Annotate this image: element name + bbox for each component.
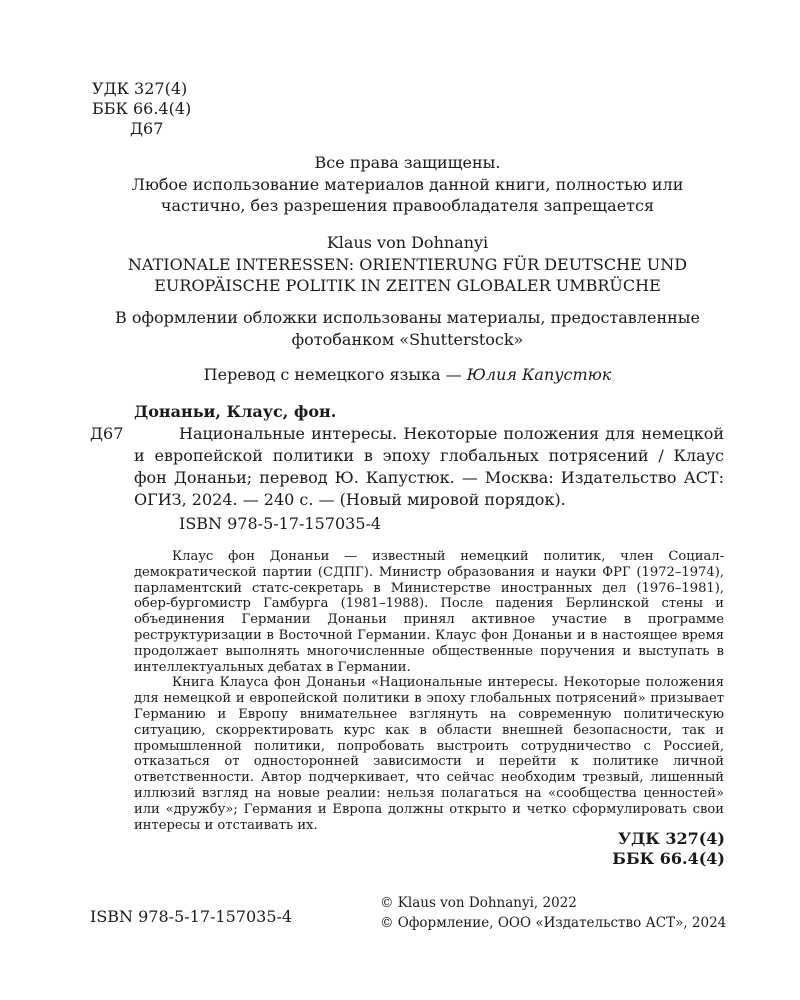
catalog-description: Национальные интересы. Некоторые положения для немецкой и европейской политики в эпоху глобальных потрясений / Клаус фон Донаньи; перевод Ю. Капустюк. — Москва: Издательство АСТ: ОГИЗ, 2024. — 240 с. — (Новый мировой порядок). bbox=[134, 424, 724, 509]
copyright-block bbox=[380, 894, 726, 933]
original-title-line-2: EUROPÄISCHE POLITIK IN ZEITEN GLOBALER UMBRÜCHE bbox=[154, 276, 661, 295]
translator-name: Юлия Капустюк bbox=[466, 365, 612, 384]
footer-bbk: ББК 66.4(4) bbox=[612, 849, 725, 868]
rights-line-1: Все права защищены. bbox=[314, 153, 501, 172]
translation-credit bbox=[90, 364, 725, 386]
original-author: Klaus von Dohnanyi bbox=[326, 233, 489, 252]
catalog-mark: Д67 bbox=[90, 424, 124, 443]
abstract-paragraph-1: Клаус фон Донаньи — известный немецкий политик, член Социал-демократической партии (СДПГ). Министр образования и науки ФРГ (1972–1974), парламентский статс-секретарь в Министерстве иностранных дел (1976–1981), обер-бургомистр Гамбурга (1981–1988). После падения Берлинской стены и объединения Германии Донаньи принял активное участие в программе реструктуризации в Восточной Германии. Клаус фон Донаньи и в настоящее время продолжает выполнять многочисленные общественные поручения и выступать в интеллектуальных дебатах в Германии. bbox=[134, 549, 724, 675]
cover-note-line-1: В оформлении обложки использованы материалы, предоставленные bbox=[115, 308, 700, 327]
abstract-paragraph-2: Книга Клауса фон Донаньи «Национальные интересы. Некоторые положения для немецкой и европейской политики в эпоху глобальных потрясений» призывает Германию и Европу внимательнее взглянуть на современную политическую ситуацию, скорректировать курс как в области внешней безопасности, так и промышленной политики, попробовать выстроить сотрудничество с Россией, отказаться от односторонней зависимости и перейти к политике личной ответственности. Автор подчеркивает, что сейчас необходим трезвый, лишенный иллюзий взгляд на новые реалии: нельзя полагаться на «сообщества ценностей» или «дружбу»; Германия и Европа должны открыто и четко сформулировать свои интересы и отстаивать их. bbox=[134, 675, 724, 833]
classification-codes bbox=[92, 79, 191, 139]
cover-note bbox=[90, 307, 725, 350]
catalog-isbn: ISBN 978-5-17-157035-4 bbox=[179, 514, 382, 533]
bbk-code: ББК 66.4(4) bbox=[92, 99, 192, 118]
rights-notice bbox=[90, 152, 725, 217]
copyright-publisher: © Оформление, ООО «Издательство АСТ», 2024 bbox=[380, 914, 727, 931]
original-title-line-1: NATIONALE INTERESSEN: ORIENTIERUNG FÜR DEUTSCHE UND bbox=[127, 254, 688, 274]
author-mark: Д67 bbox=[130, 119, 164, 138]
cover-note-line-2: фотобанком «Shutterstock» bbox=[291, 329, 524, 349]
rights-line-3: частично, без разрешения правообладателя запрещается bbox=[160, 196, 655, 215]
copyright-author: © Klaus von Dohnanyi, 2022 bbox=[380, 895, 577, 911]
footer-udk: УДК 327(4) bbox=[617, 829, 725, 848]
footer-codes bbox=[560, 829, 725, 869]
rights-line-2: Любое использование материалов данной книги, полностью или bbox=[131, 174, 684, 194]
original-title-block bbox=[90, 232, 725, 297]
catalog-author-heading: Донаньи, Клаус, фон. bbox=[134, 402, 337, 421]
udk-code: УДК 327(4) bbox=[92, 79, 188, 98]
footer-isbn: ISBN 978-5-17-157035-4 bbox=[90, 907, 293, 926]
translation-label: Перевод с немецкого языка — bbox=[203, 365, 462, 384]
abstract bbox=[134, 549, 724, 833]
